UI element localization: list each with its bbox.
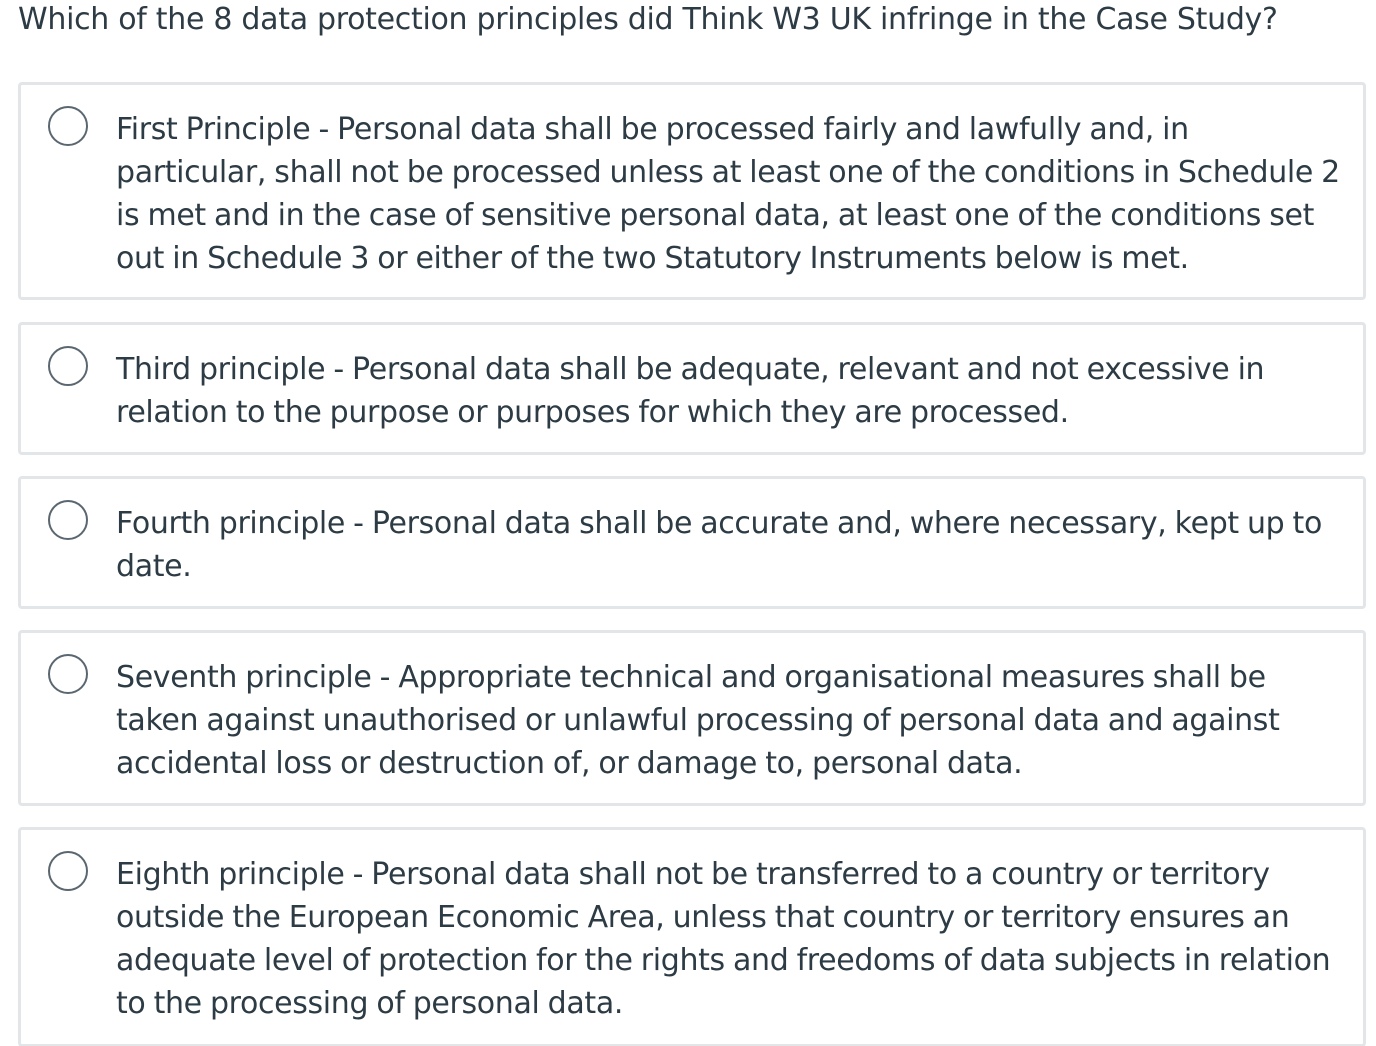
question-text: Which of the 8 data protection principles did Think W3 UK infringe in the Case Study? — [18, 2, 1278, 37]
answer-option-eighth-principle[interactable] — [18, 827, 1366, 1046]
radio-button[interactable] — [48, 500, 88, 540]
radio-button[interactable] — [48, 851, 88, 891]
answer-label: Fourth principle - Personal data shall be accurate and, where necessary, kept up to date. — [116, 506, 1322, 584]
answer-label: Eighth principle - Personal data shall not be transferred to a country or territory outside the European Economic Area, unless that country or territory ensures an adequate level of protection for the rights and freedoms of data subjects in relation to the processing of personal data. — [116, 857, 1331, 1021]
radio-button[interactable] — [48, 106, 88, 146]
answer-label: Seventh principle - Appropriate technical and organisational measures shall be taken against unauthorised or unlawful processing of personal data and against accidental loss or destruction of, or damage to, personal data. — [116, 660, 1280, 781]
radio-button[interactable] — [48, 654, 88, 694]
answer-label: First Principle - Personal data shall be processed fairly and lawfully and, in particular, shall not be processed unless at least one of the conditions in Schedule 2 is met and in the case of sensitive personal data, at least one of the conditions set out in Schedule 3 or either of the two Statutory Instruments below is met. — [116, 112, 1340, 276]
answer-option-first-principle[interactable] — [18, 82, 1366, 300]
radio-button[interactable] — [48, 346, 88, 386]
answer-option-third-principle[interactable] — [18, 322, 1366, 455]
answer-label: Third principle - Personal data shall be adequate, relevant and not excessive in relation to the purpose or purposes for which they are processed. — [116, 352, 1265, 430]
answer-option-fourth-principle[interactable] — [18, 476, 1366, 609]
answer-option-seventh-principle[interactable] — [18, 630, 1366, 806]
